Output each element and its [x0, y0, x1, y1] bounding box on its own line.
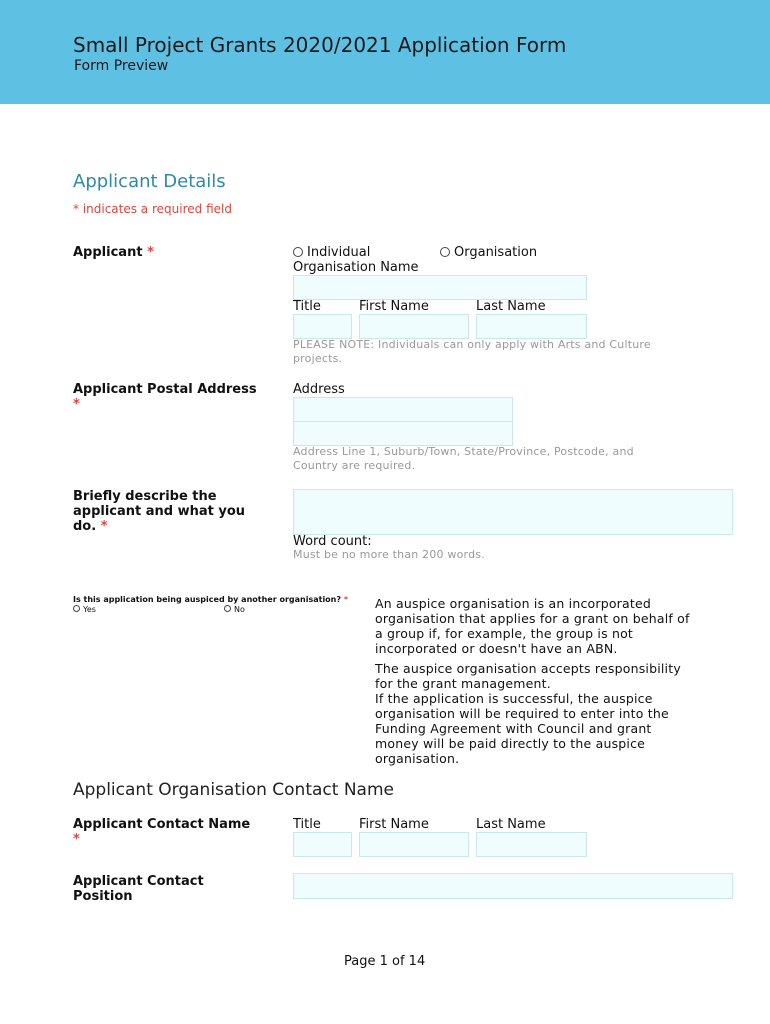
- required-star: *: [100, 519, 108, 534]
- contact-last-name-label: Last Name: [476, 817, 546, 832]
- form-header: [0, 0, 770, 104]
- radio-auspice-no[interactable]: No: [224, 605, 245, 614]
- describe-applicant-label: Briefly describe the applicant and what you do. *: [73, 489, 246, 534]
- radio-circle-icon[interactable]: [440, 247, 450, 257]
- radio-individual[interactable]: Individual: [293, 245, 370, 260]
- contact-name-label: Applicant Contact Name *: [73, 817, 251, 847]
- page-number: Page 1 of 14: [344, 954, 426, 969]
- contact-position-input[interactable]: [293, 873, 733, 899]
- radio-circle-icon[interactable]: [73, 605, 80, 612]
- radio-organisation[interactable]: Organisation: [440, 245, 537, 260]
- radio-circle-icon[interactable]: [224, 605, 231, 612]
- address-line-1-input[interactable]: [293, 397, 513, 422]
- postal-address-label: Applicant Postal Address *: [73, 382, 257, 412]
- address-label: Address: [293, 382, 345, 397]
- required-field-note: * indicates a required field: [73, 202, 232, 216]
- contact-title-input[interactable]: [293, 832, 352, 857]
- individual-note: PLEASE NOTE: Individuals can only apply with Arts and Culture projects.: [293, 338, 651, 365]
- auspice-question-label: Is this application being auspiced by another organisation? *: [73, 595, 348, 604]
- address-hint: Address Line 1, Suburb/Town, State/Province, Postcode, and Country are required.: [293, 445, 634, 472]
- auspice-info-paragraph-2: The auspice organisation accepts responsibility for the grant management. If the application is successful, the auspice organisation will be required to enter into the Funding Agreement with Council and grant money will be paid directly to the auspice organisation.: [375, 661, 681, 766]
- applicant-label: Applicant *: [73, 245, 154, 260]
- word-count-hint: Must be no more than 200 words.: [293, 548, 485, 561]
- describe-applicant-textarea[interactable]: [293, 489, 733, 535]
- radio-circle-icon[interactable]: [293, 247, 303, 257]
- contact-position-label: Applicant Contact Position: [73, 874, 204, 904]
- required-star: *: [147, 245, 154, 260]
- required-star: *: [73, 832, 80, 847]
- applicant-title-label: Title: [293, 299, 321, 314]
- required-star: *: [343, 595, 348, 604]
- word-count-label: Word count:: [293, 534, 372, 549]
- contact-first-name-input[interactable]: [359, 832, 469, 857]
- contact-first-name-label: First Name: [359, 817, 429, 832]
- organisation-name-label: Organisation Name: [293, 260, 419, 275]
- radio-auspice-yes[interactable]: Yes: [73, 605, 96, 614]
- contact-last-name-input[interactable]: [476, 832, 587, 857]
- section-heading-contact: Applicant Organisation Contact Name: [73, 780, 394, 800]
- address-line-2-input[interactable]: [293, 421, 513, 446]
- form-subtitle: Form Preview: [74, 58, 169, 74]
- applicant-first-name-input[interactable]: [359, 314, 469, 339]
- section-heading-applicant-details: Applicant Details: [73, 171, 226, 192]
- applicant-last-name-input[interactable]: [476, 314, 587, 339]
- required-star: *: [73, 397, 80, 412]
- form-title: Small Project Grants 2020/2021 Application Form: [73, 33, 567, 57]
- applicant-last-name-label: Last Name: [476, 299, 546, 314]
- auspice-info-paragraph-1: An auspice organisation is an incorporated organisation that applies for a grant on behalf of a group if, for example, the group is not incorporated or doesn't have an ABN.: [375, 596, 690, 656]
- applicant-first-name-label: First Name: [359, 299, 429, 314]
- contact-title-label: Title: [293, 817, 321, 832]
- organisation-name-input[interactable]: [293, 275, 587, 300]
- applicant-title-input[interactable]: [293, 314, 352, 339]
